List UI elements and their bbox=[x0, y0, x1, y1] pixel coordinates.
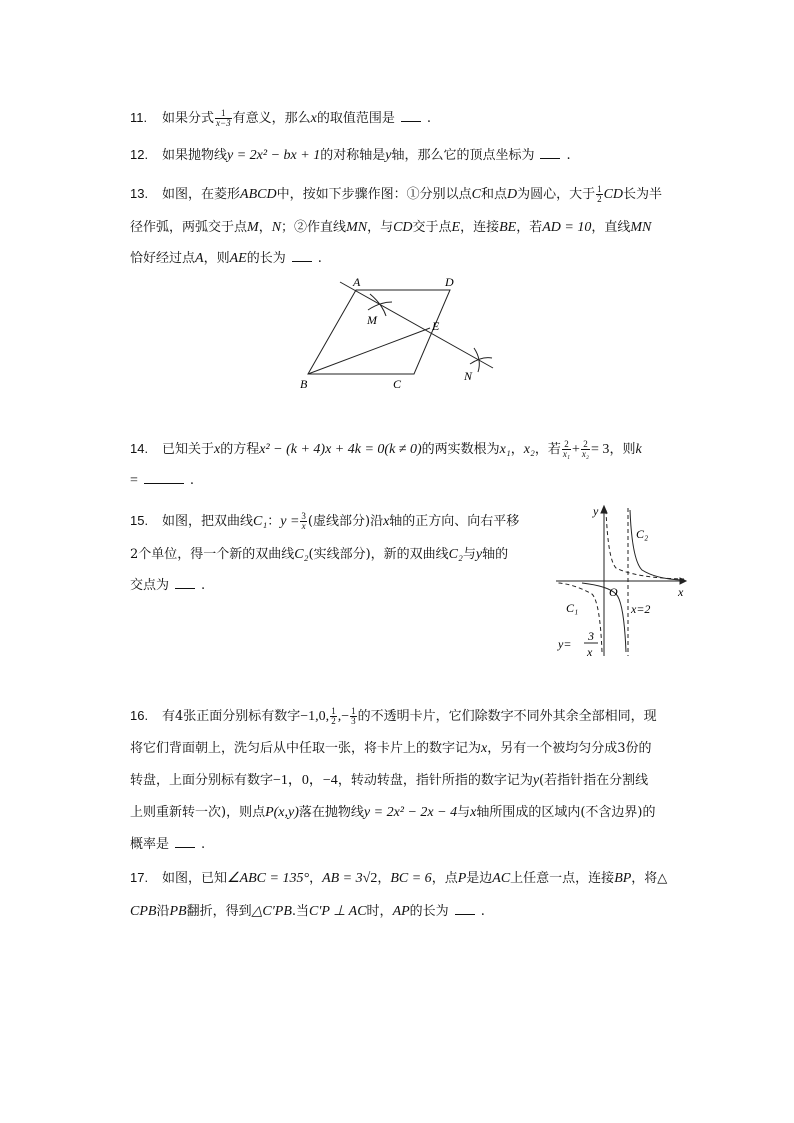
curve-c1-upper bbox=[606, 510, 684, 579]
label-d: D bbox=[445, 275, 454, 289]
line-mn bbox=[340, 282, 493, 368]
frac-den: x bbox=[587, 645, 593, 659]
c1-label: C₁ bbox=[566, 601, 579, 615]
q15-number: 15. bbox=[130, 513, 149, 528]
label-e: E bbox=[432, 319, 440, 333]
label-m: M bbox=[367, 313, 377, 327]
question-16: 16. 有4张正面分别标有数字−1,0, $\frac{1}{2}$ ,− $\frac{1}{3}$ 的不透明卡片，它们除数字不同外其余全部相同，现 将它们背面朝上，洗匀后从中任取一张，将卡片上的数字记为x，另有一个被均匀分成3份的 转盘，上面分别标有数字−1，0，−4，转动转盘，指针所指的数字记为y(若指针指在分割线 上则重新转一次)，则点P(x,y)落在抛物线y = 2x² − 2x − 4与x轴所围成的区域内(不含边界)的 概率是 . bbox=[130, 700, 696, 860]
c2-label: C₂ bbox=[636, 527, 649, 541]
q11-number: 11. bbox=[130, 110, 148, 125]
label-a: A bbox=[353, 275, 361, 289]
q11-fraction: $\frac{1}{x-3}$ bbox=[216, 108, 231, 128]
question-11: 11. 如果分式 $\frac{1}{x-3}$ 有意义，那么x的取值范围是 . bbox=[130, 102, 696, 134]
q12-parabola: y = 2x² − bx + 1 bbox=[227, 148, 321, 163]
x-axis-label: x bbox=[678, 585, 684, 599]
q12-number: 12. bbox=[130, 147, 149, 162]
question-14: 14. 已知关于x的方程x² − (k + 4)x + 4k = 0(k ≠ 0)的两实数根为x₁，x₂，若 $\frac{2}{\text{x₁}}$ + $\frac{2}{\text{x₂}}$ = 3，则k = . bbox=[130, 433, 696, 496]
frac-num: 3 bbox=[588, 629, 594, 643]
label-n: N bbox=[464, 369, 473, 383]
question-13: 13. 如图，在菱形ABCD中，按如下步骤作图：①分别以点C和点D为圆心，大于 $\frac{1}{2}$ CD长为半 径作弧，两弧交于点M，N；②作直线MN，与CD交于点E，连接BE，若AD = 10，直线MN 恰好经过点A，则AE的长为 . bbox=[130, 178, 696, 274]
question-12: 12. 如果抛物线y = 2x² − bx + 1的对称轴是y轴，那么它的顶点坐标为 . bbox=[130, 139, 696, 171]
rhombus-figure bbox=[290, 272, 500, 394]
x-eq-2-label: x=2 bbox=[631, 602, 651, 616]
answer-blank[interactable] bbox=[455, 902, 475, 915]
question-15: 15. 如图，把双曲线C₁：y = $\frac{3}{x}$ (虚线部分)沿x轴的正方向、向右平移 2个单位，得一个新的双曲线C₂(实线部分)，新的双曲线C₂与y轴的 交点为 . bbox=[130, 505, 550, 601]
curve-c2-upper bbox=[630, 510, 682, 580]
q17-number: 17. bbox=[130, 870, 149, 885]
question-17: 17. 如图，已知∠ABC = 135°，AB = 3√2，BC = 6，点P是边AC上任意一点，连接BP，将△ CPB沿PB翻折，得到△C′PB.当C′P ⊥ AC时，AP的长为 . bbox=[130, 862, 696, 927]
answer-blank[interactable] bbox=[144, 471, 184, 484]
answer-blank[interactable] bbox=[540, 146, 560, 159]
answer-blank[interactable] bbox=[175, 576, 195, 589]
hyperbola-figure bbox=[556, 500, 692, 660]
y-eq-label: y= bbox=[558, 637, 572, 651]
label-b: B bbox=[300, 377, 308, 391]
q11-text: 如果分式 bbox=[162, 111, 215, 126]
label-c: C bbox=[393, 377, 402, 391]
answer-blank[interactable] bbox=[292, 249, 312, 262]
answer-blank[interactable] bbox=[401, 109, 421, 122]
q13-number: 13. bbox=[130, 186, 149, 201]
y-axis-label: y bbox=[593, 504, 599, 518]
q16-number: 16. bbox=[130, 708, 149, 723]
q14-number: 14. bbox=[130, 441, 149, 456]
answer-blank[interactable] bbox=[175, 835, 195, 848]
segment-be bbox=[308, 328, 430, 374]
origin-label: O bbox=[609, 585, 618, 599]
